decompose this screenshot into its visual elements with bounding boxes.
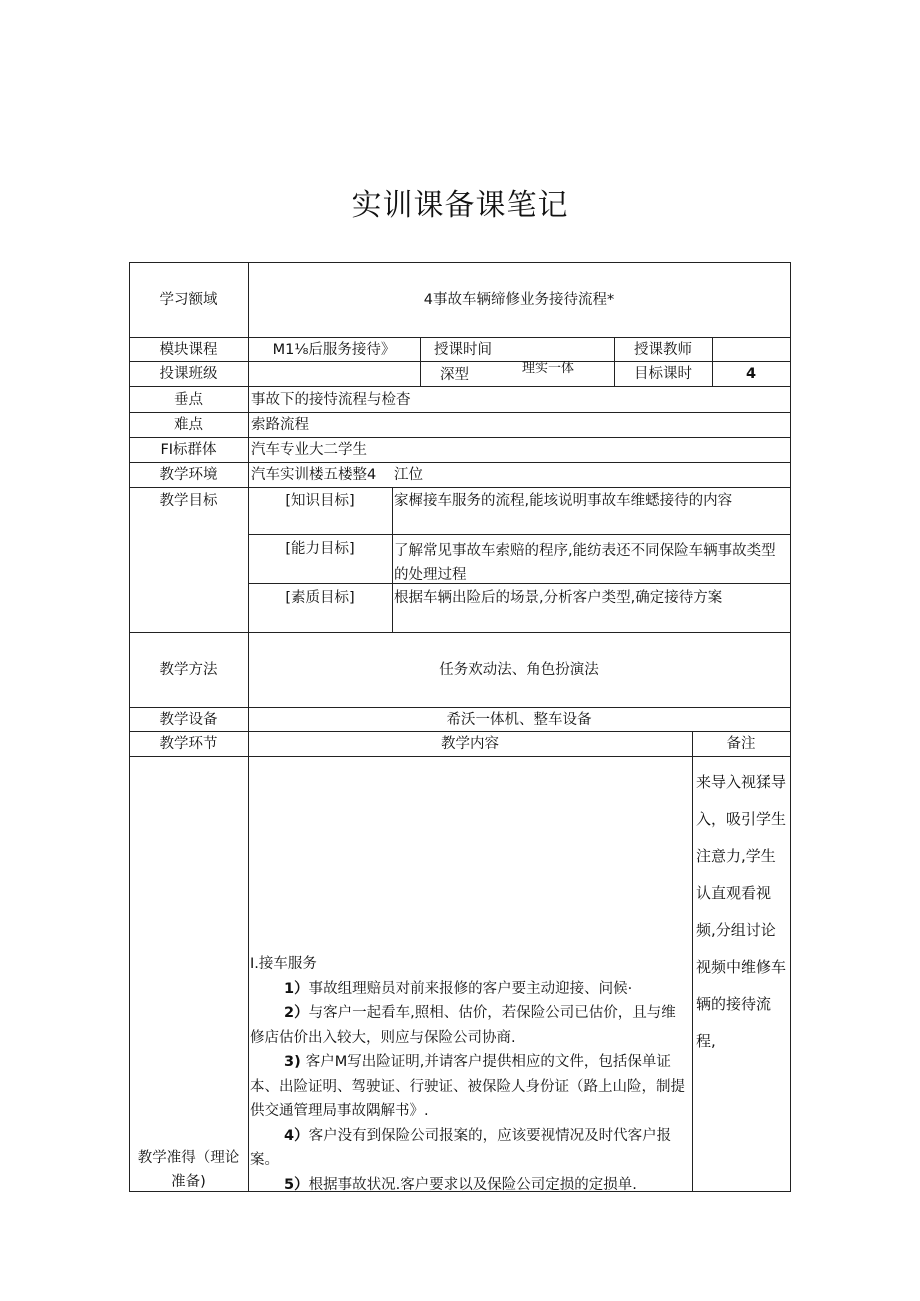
key-label: 垂点 xyxy=(174,392,203,408)
env-value: 汽车实训楼五楼整4 xyxy=(251,467,377,483)
hours-value: 4 xyxy=(745,366,757,382)
type-value: 理实一体 xyxy=(522,361,575,376)
hours-label: 目标课时 xyxy=(634,366,692,382)
domain-label: 学习额域 xyxy=(159,292,218,308)
prep-label: 教学准得（理论准备) xyxy=(137,1150,240,1190)
equipment-label: 教学设备 xyxy=(159,712,218,728)
group-label: FI标群体 xyxy=(160,442,217,458)
section-label: 教学环节 xyxy=(159,736,218,752)
teacher-label: 授课教师 xyxy=(634,342,692,358)
page-title: 实训课备课笔记 xyxy=(351,188,569,223)
difficult-label: 难点 xyxy=(174,417,203,433)
goal-knowledge-label: [知识目标] xyxy=(285,493,355,509)
env-value-2: 江位 xyxy=(394,467,423,483)
content-header: 教学内容 xyxy=(441,736,499,752)
method-label: 教学方法 xyxy=(159,662,218,678)
env-label: 教学环境 xyxy=(159,467,218,483)
module-label: 模块课程 xyxy=(159,342,218,358)
list-item: 2）与客户一起看车,照相、估价，若保险公司已估价，且与维修店估价出入较大，则应与保险公司协商. xyxy=(250,1005,676,1046)
method-value: 任务欢动法、角色扮演法 xyxy=(439,662,599,678)
list-item: 3) 客户M写出险证明,并请客户提供相应的文件，包括保单证本、出险证明、驾驶证、行驶证、被保险人身份证（路上山险，制提供交通管理局事故隅解书》. xyxy=(250,1054,685,1119)
prep-note: 来导入视猱导入，吸引学生注意力,学生认直观看视频,分组讨论视频中维修车辆的接待流程, xyxy=(696,773,787,1050)
goal-knowledge-text: 家樨接车服务的流程,能垓说明事故车维蟋接待的内容 xyxy=(394,493,733,509)
equipment-value: 希沃一体机、整车设备 xyxy=(446,712,592,728)
difficult-value: 索路流程 xyxy=(251,417,309,433)
prep-heading: I.接车服务 xyxy=(250,956,317,972)
list-item: 4）客户没有到保险公司报案的，应该要视情况及时代客户报案。 xyxy=(250,1127,672,1168)
note-header: 备注 xyxy=(726,736,756,752)
type-label: 深型 xyxy=(440,367,469,383)
list-item: 5）根据事故状况.客户要求以及保险公司定损的定损单. xyxy=(284,1176,637,1193)
group-value: 汽车专业大二学生 xyxy=(251,442,367,458)
goals-label: 教学目标 xyxy=(159,493,218,509)
module-value: M1⅛后服务接待》 xyxy=(272,342,396,358)
goal-ability-label: [能力目标] xyxy=(285,541,355,557)
goal-quality-label: [素质目标] xyxy=(285,590,355,606)
goal-quality-text: 根据车辆出险后的场景,分析客户类型,确定接待方案 xyxy=(394,590,723,606)
domain-value: 4事故车辆缔修业务接待流程* xyxy=(423,292,615,308)
goal-ability-text: 了解常见事故车索赔的程序,能纺表还不同保险车辆事故类型的处理过程 xyxy=(394,543,776,583)
list-item: 1）事故组理赔员对前来报修的客户要主动迎接、问候· xyxy=(284,980,633,997)
time-label: 授课时间 xyxy=(434,342,492,358)
prep-content xyxy=(250,952,690,1197)
key-value: 事故下的接恃流程与检杳 xyxy=(251,392,411,408)
class-label: 投课班级 xyxy=(159,366,218,382)
